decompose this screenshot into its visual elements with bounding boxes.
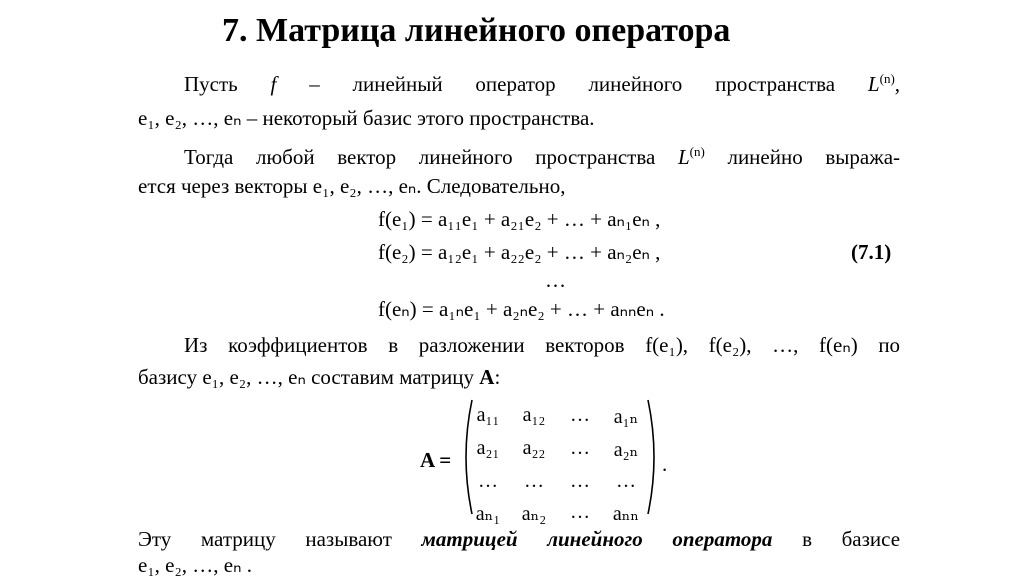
word: Из [184,333,208,357]
word: пространства [535,145,656,169]
superscript-n: (n) [879,71,895,86]
dash: – [309,72,320,96]
word: матрицу [200,527,276,551]
matrix-cell: a₂₁ [476,437,500,459]
vector-images: f(e₁), f(e₂), …, f(eₙ) [645,333,858,357]
word: в [802,527,812,551]
matrix-period: . [662,452,668,476]
equation-2: f(e₂) = a₁₂e₁ + a₂₂e₂ + … + aₙ₂eₙ , [378,240,661,264]
equation-ellipsis: … [545,268,566,292]
word: выража- [825,145,901,169]
matrix-cell: … [570,437,590,459]
emphasized-term: оператора [672,527,773,551]
comma: , [894,72,901,96]
matrix-cell: … [570,501,590,523]
paragraph-2-line-1 [184,145,900,170]
word: линейный [352,72,443,96]
space-symbol [868,72,900,96]
basis-sequence: e₁, e₂, …, eₙ [312,174,417,198]
matrix-symbol: A [479,365,495,389]
word: линейного [418,145,513,169]
paragraph-4-line-1 [138,527,900,552]
paragraph-4-line-2: e₁, e₂, …, eₙ . [138,553,252,577]
equation-3: f(eₙ) = a₁ₙe₁ + a₂ₙe₂ + … + aₙₙeₙ . [378,297,665,321]
paragraph-1-line-2 [138,106,595,131]
text: базису [138,365,198,389]
word: оператор [475,72,556,96]
matrix-cell: … [570,404,590,426]
matrix-cell: … [616,470,636,492]
word: разложении [418,333,525,357]
matrix-cell: … [478,470,498,492]
matrix-cell: a₂ₙ [613,439,639,461]
page-title: 7. Матрица линейного оператора [222,12,731,49]
paragraph-2-line-2 [138,174,565,199]
matrix-cell: aₙ₁ [475,503,501,525]
word: Тогда [184,145,234,169]
space-symbol [678,145,705,169]
right-parenthesis [646,398,662,516]
symbol-L: L [677,145,690,169]
word: линейно [727,145,803,169]
matrix-cell: a₂₂ [522,437,546,459]
word: Пусть [184,72,238,96]
matrix-cell: a₁ₙ [613,406,639,428]
symbol-L: L [867,72,880,96]
colon: : [494,365,501,389]
word: линейного [588,72,683,96]
paragraph-3-line-2 [138,365,500,390]
paragraph-1-line-1 [184,72,900,97]
matrix-cell: … [524,470,544,492]
word: коэффициентов [228,333,368,357]
basis-description: – некоторый базис этого пространства. [241,106,595,130]
matrix-cell: aₙₙ [612,503,640,525]
matrix-label: A = [420,448,452,472]
matrix-cell: aₙ₂ [521,503,547,525]
emphasized-term: линейного [547,527,643,551]
text: . Следовательно, [416,174,566,198]
word: Эту [138,527,172,551]
matrix-cell: a₁₂ [522,404,546,426]
word: любой [255,145,315,169]
word: базисе [841,527,901,551]
word: вектор [337,145,397,169]
symbol-f: f [270,72,277,96]
matrix-cell: a₁₁ [476,404,500,426]
equation-1: f(e₁) = a₁₁e₁ + a₂₁e₂ + … + aₙ₁eₙ , [378,207,661,231]
word: называют [305,527,392,551]
text: составим матрицу [311,365,475,389]
text: ется через векторы [138,174,308,198]
basis-sequence: e₁, e₂, …, eₙ [138,106,242,130]
paragraph-3-line-1 [184,333,900,358]
matrix-cell: … [570,470,590,492]
word: в [388,333,399,357]
word: по [878,333,901,357]
matrix-body [470,404,644,526]
word: векторов [545,333,625,357]
emphasized-term: матрицей [421,527,518,551]
equation-number: (7.1) [851,240,892,264]
basis-sequence: e₁, e₂, …, eₙ [202,365,306,389]
superscript-n: (n) [689,144,705,159]
word: пространства [715,72,836,96]
